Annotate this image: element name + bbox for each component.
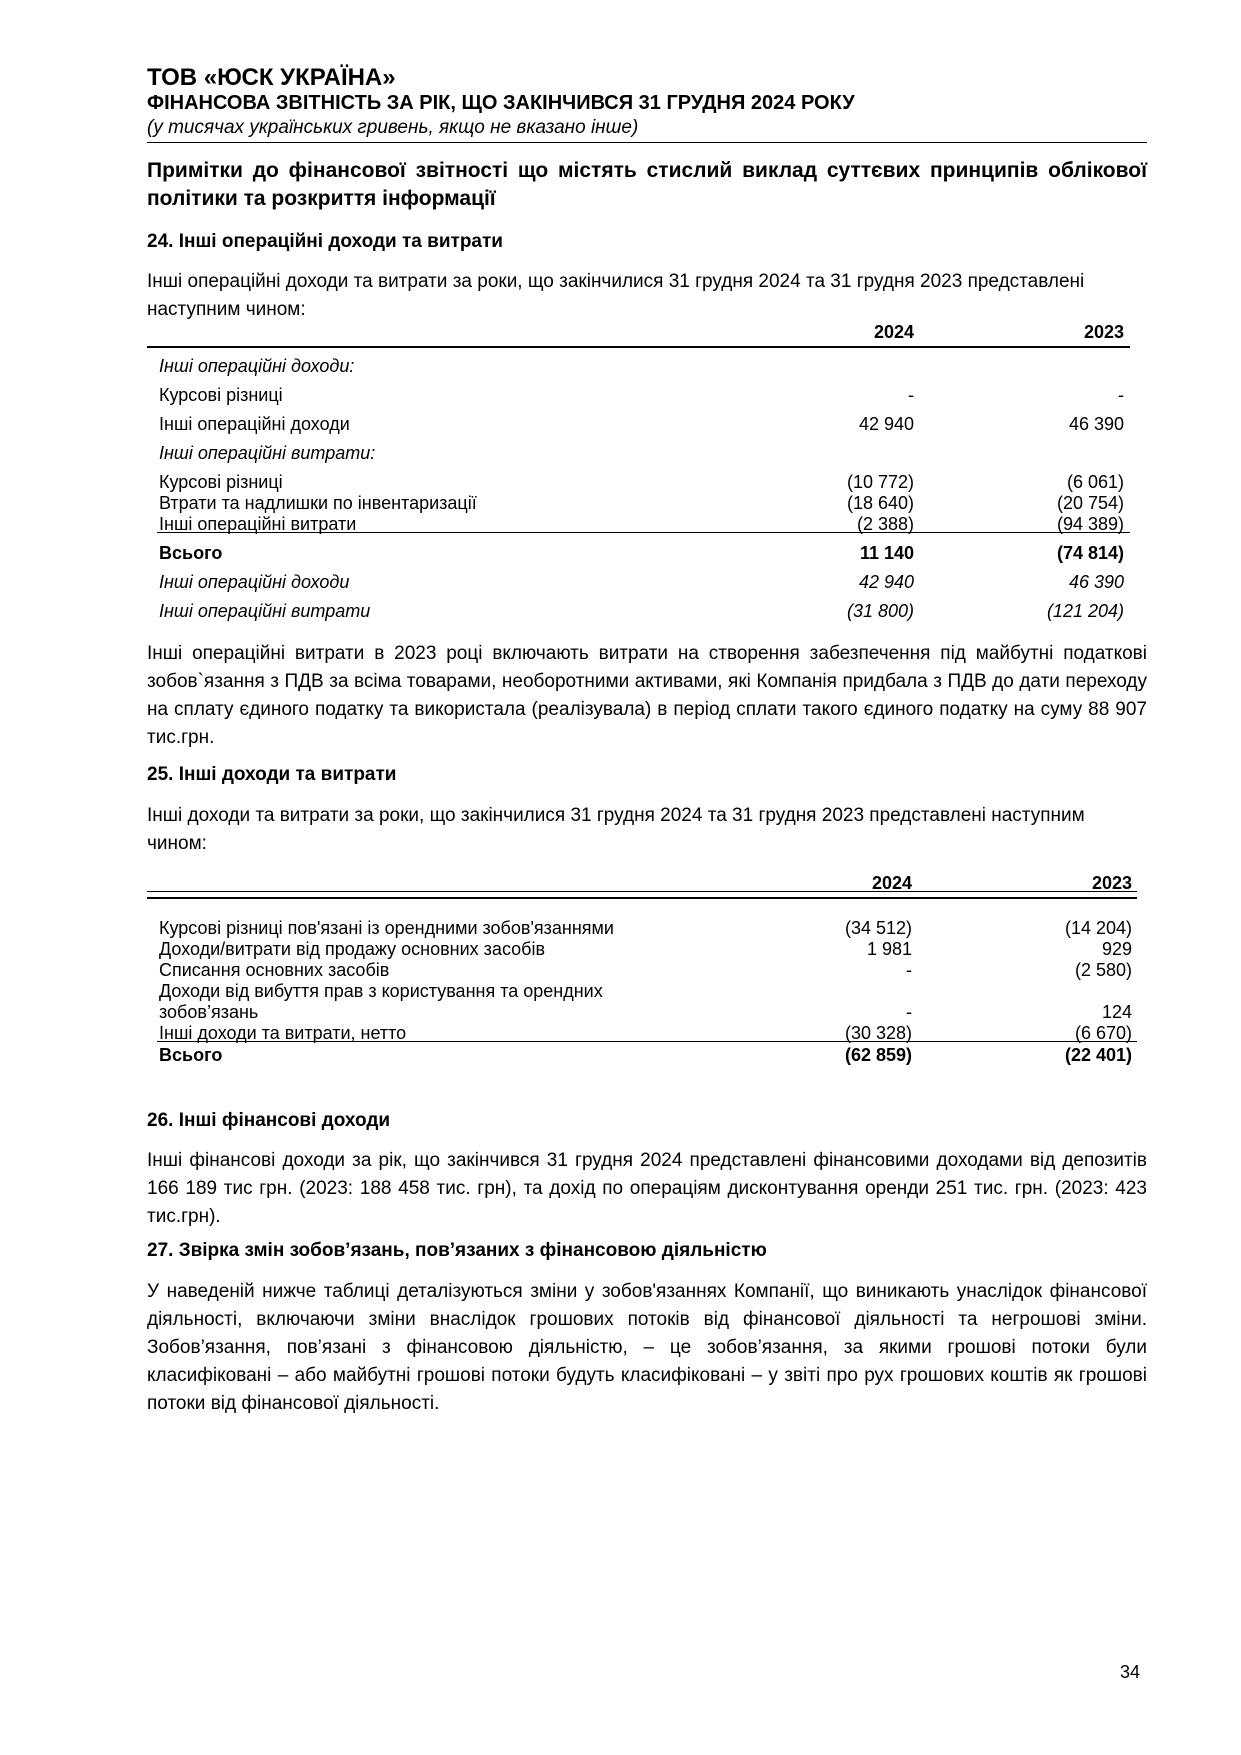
section-25-heading: 25. Інші доходи та витрати (147, 764, 397, 785)
value-2023: (121 204) (1046, 601, 1124, 621)
value-2023: 929 (1101, 939, 1132, 959)
section-25-total-rule (157, 1041, 1137, 1042)
row-label: Інші доходи та витрати, нетто (159, 1023, 407, 1043)
value-2024: (18 640) (846, 493, 914, 513)
value-2024: 11 140 (859, 543, 914, 563)
value-2024: (31 800) (846, 601, 914, 621)
row-label: Курсові різниці пов'язані із орендними зобов'язаннями (159, 918, 614, 938)
value-2023: - (1118, 385, 1124, 405)
report-title: ФІНАНСОВА ЗВІТНІСТЬ ЗА РІК, ЩО ЗАКІНЧИВСЯ 31 ГРУДНЯ 2024 РОКУ (147, 92, 855, 114)
value-2024: - (906, 1002, 912, 1022)
table-row (147, 570, 1147, 594)
section-25-intro: Інші доходи та витрати за роки, що закінчилися 31 грудня 2024 та 31 грудня 2023 представлені наступним чином: (147, 805, 1085, 854)
value-2024: - (908, 385, 914, 405)
table-row (147, 412, 1147, 436)
section-24-column-header (147, 320, 1147, 344)
value-2024: (2 388) (856, 514, 914, 534)
row-label: Курсові різниці (159, 385, 283, 405)
value-2024: 1 981 (866, 939, 912, 959)
value-2023: (14 204) (1064, 918, 1132, 938)
value-2023: (2 580) (1074, 960, 1132, 980)
value-2024: (34 512) (844, 918, 912, 938)
value-2023: 46 390 (1068, 572, 1124, 592)
table-row (147, 541, 1147, 565)
row-label: Втрати та надлишки по інвентаризації (159, 493, 477, 513)
value-2024: (10 772) (846, 472, 914, 492)
row-label: Всього (159, 1045, 223, 1065)
section-27-heading: 27. Звірка змін зобов’язань, пов’язаних з фінансовою діяльністю (147, 1240, 767, 1261)
row-label: Доходи від вибуття прав з користування та орендних (159, 981, 603, 1001)
company-name: ТОВ «ЮСК УКРАЇНА» (147, 64, 396, 91)
value-2024: (30 328) (844, 1023, 912, 1043)
row-label: Доходи/витрати від продажу основних засобів (159, 939, 546, 959)
row-label: Інші операційні витрати (159, 601, 371, 621)
value-2023: 124 (1101, 1002, 1132, 1022)
section-26-text: Інші фінансові доходи за рік, що закінчився 31 грудня 2024 представлені фінансовими доходами від депозитів 166 189 тис грн. (2023: 188 458 тис. грн), та дохід по операціям дисконтування оренди 251 тис. грн. (2023: 423 тис.грн). (147, 1150, 1147, 1227)
section-25-column-header (147, 871, 1147, 895)
row-label: Інші операційні витрати (159, 514, 357, 534)
table-row (147, 441, 1147, 465)
value-2023: (20 754) (1056, 493, 1124, 513)
header-divider (147, 142, 1147, 143)
section-24-total-rule (157, 532, 1130, 533)
row-label: Всього (159, 543, 223, 563)
value-2023: 46 390 (1068, 414, 1124, 434)
value-2023: (6 670) (1074, 1023, 1132, 1043)
section-26-heading: 26. Інші фінансові доходи (147, 1110, 391, 1131)
value-2024: (62 859) (844, 1045, 912, 1065)
value-2024: 42 940 (858, 572, 914, 592)
row-label: Інші операційні доходи: (159, 356, 355, 376)
row-label: Інші операційні доходи (159, 572, 350, 592)
value-2023: (94 389) (1056, 514, 1124, 534)
page-number: 34 (1120, 1662, 1141, 1682)
section-24-note: Інші операційні витрати в 2023 році включають витрати на створення забезпечення під майбутні податкові зобов`язання з ПДВ за всіма товарами, необоротними активами, які Компанія придбала з ПДВ до дати переходу на сплату єдиного податку та використала (реалізувала) в період сплати такого єдиного податку на суму 88 907 тис.грн. (147, 643, 1147, 748)
section-24-heading: 24. Інші операційні доходи та витрати (147, 231, 503, 252)
table-row (147, 1043, 1147, 1067)
table-row (147, 599, 1147, 623)
section-25-header-rule (147, 897, 1137, 899)
table-row (147, 383, 1147, 407)
col-2024-header: 2024 (871, 873, 912, 893)
row-label: Курсові різниці (159, 472, 283, 492)
col-2023-header: 2023 (1083, 322, 1124, 342)
section-24-header-rule (147, 346, 1130, 348)
row-label: Інші операційні доходи (159, 414, 350, 434)
row-label: Списання основних засобів (159, 960, 390, 980)
section-24-intro: Інші операційні доходи та витрати за роки, що закінчилися 31 грудня 2024 та 31 грудня 2023 представлені наступним чином: (147, 271, 1085, 320)
value-2023: (22 401) (1064, 1045, 1132, 1065)
notes-title: Примітки до фінансової звітності що містять стислий виклад суттєвих принципів облікової політики та розкриття інформації (147, 159, 1147, 210)
table-row (147, 354, 1147, 378)
value-2024: - (906, 960, 912, 980)
units-note: (у тисячах українських гривень, якщо не вказано інше) (147, 117, 639, 138)
row-label: Інші операційні витрати: (159, 443, 376, 463)
value-2023: (74 814) (1056, 543, 1124, 563)
section-27-text: У наведеній нижче таблиці деталізуються зміни у зобов'язаннях Компанії, що виникають унаслідок фінансової діяльності, включаючи зміни внаслідок грошових потоків від фінансової діяльності та негрошові зміни. Зобов’язання, пов’язані з фінансовою діяльністю, – це зобов’язання, за якими грошові потоки були класифіковані – або майбутні грошові потоки будуть класифіковані – у звіті про рух грошових коштів як грошові потоки від фінансової діяльності. (147, 1281, 1147, 1414)
col-2023-header: 2023 (1091, 873, 1132, 893)
row-label: зобов’язань (159, 1002, 259, 1022)
value-2023: (6 061) (1066, 472, 1124, 492)
col-2024-header: 2024 (873, 322, 914, 342)
value-2024: 42 940 (858, 414, 914, 434)
